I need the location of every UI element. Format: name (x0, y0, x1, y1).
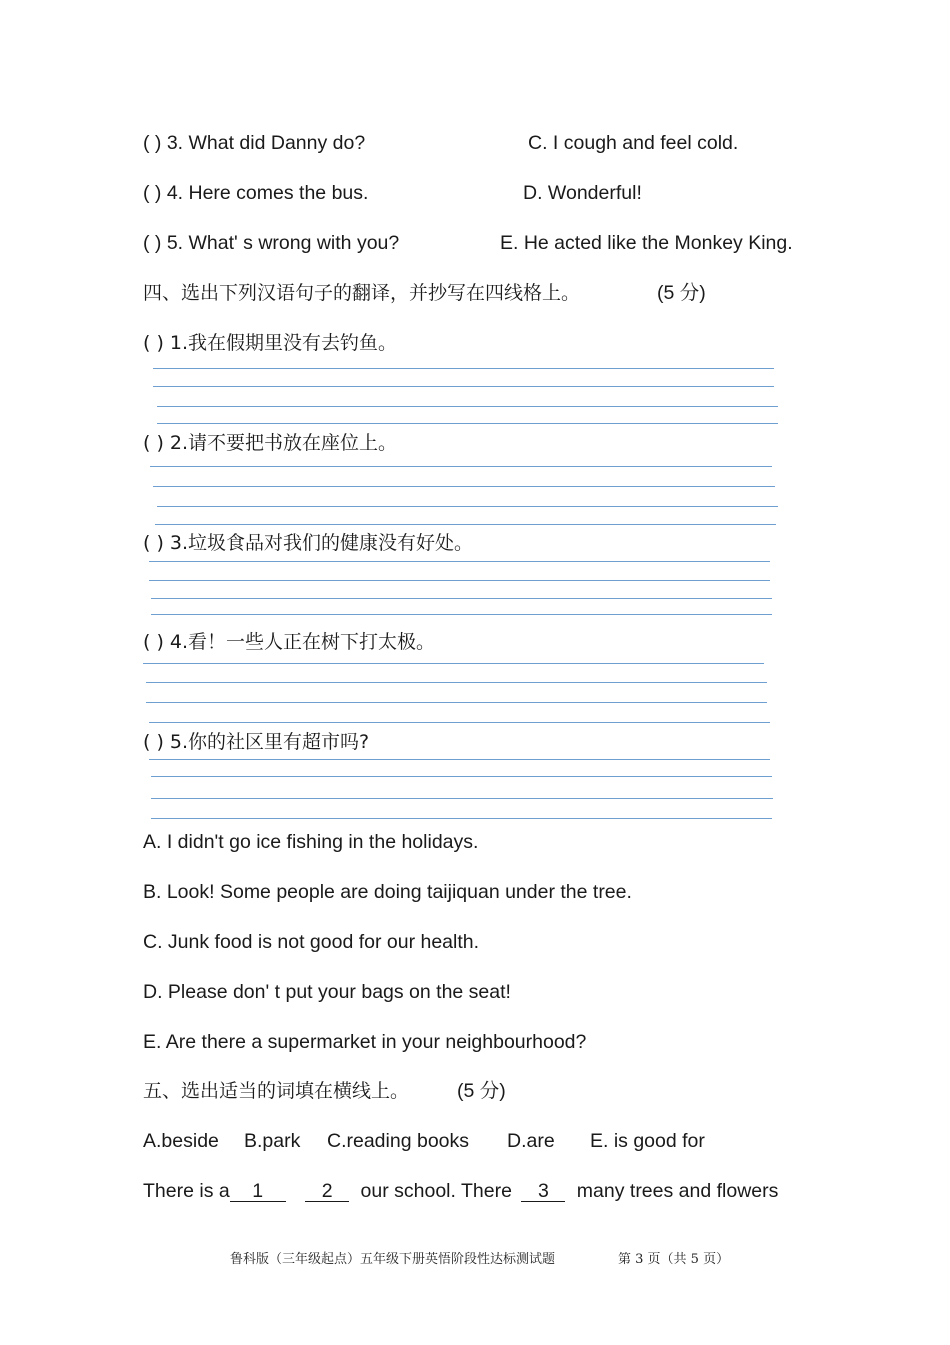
translation-option-e: E. Are there a supermarket in your neighbourhood? (143, 1031, 587, 1053)
cloze-passage (143, 1179, 778, 1203)
passage-text: many trees and flowers (576, 1180, 779, 1202)
match-opt-d: D. Wonderful! (523, 182, 642, 204)
section5-points: (5 分) (457, 1080, 506, 1102)
grid-line (151, 798, 773, 799)
translation-option-a: A. I didn't go ice fishing in the holidays. (143, 831, 479, 853)
grid-line (149, 759, 770, 760)
grid-line (153, 368, 774, 369)
blank-3[interactable]: 3 (521, 1181, 565, 1202)
translation-item-1: ( ) 1.我在假期里没有去钓鱼。 (143, 332, 398, 354)
word-option-d: D.are (507, 1130, 555, 1152)
blank-2[interactable]: 2 (305, 1181, 349, 1202)
grid-line (151, 776, 772, 777)
match-opt-c: C. I cough and feel cold. (528, 132, 739, 154)
word-option-e: E. is good for (590, 1130, 705, 1152)
translation-option-b: B. Look! Some people are doing taijiquan under the tree. (143, 881, 632, 903)
grid-line (151, 598, 772, 599)
grid-line (146, 682, 767, 683)
section4-points: (5 分) (657, 282, 706, 304)
grid-line (153, 486, 775, 487)
grid-line (151, 818, 772, 819)
match-q4: ( ) 4. Here comes the bus. (143, 182, 369, 204)
section5-heading: 五、选出适当的词填在横线上。 (143, 1080, 410, 1102)
blank-1[interactable]: 1 (230, 1181, 286, 1202)
translation-item-3: ( ) 3.垃圾食品对我们的健康没有好处。 (143, 532, 474, 554)
translation-option-d: D. Please don' t put your bags on the seat! (143, 981, 511, 1003)
grid-line (150, 466, 772, 467)
footer-title: 鲁科版（三年级起点）五年级下册英悟阶段性达标测试题 (230, 1252, 556, 1267)
translation-item-5: ( ) 5.你的社区里有超市吗? (143, 731, 370, 753)
grid-line (155, 524, 776, 525)
translation-item-2: ( ) 2.请不要把书放在座位上。 (143, 432, 398, 454)
match-q5: ( ) 5. What' s wrong with you? (143, 232, 400, 254)
passage-text: our school. There (360, 1180, 512, 1202)
grid-line (149, 722, 770, 723)
word-option-c: C.reading books (327, 1130, 470, 1152)
footer-page-number: 第 3 页（共 5 页） (618, 1252, 730, 1267)
match-q3: ( ) 3. What did Danny do? (143, 132, 366, 154)
word-option-b: B.park (244, 1130, 301, 1152)
match-opt-e: E. He acted like the Monkey King. (500, 232, 793, 254)
translation-item-4: ( ) 4.看！一些人正在树下打太极。 (143, 631, 436, 653)
passage-text: There is a (143, 1180, 230, 1202)
grid-line (149, 561, 770, 562)
grid-line (149, 580, 770, 581)
grid-line (143, 663, 764, 664)
word-option-a: A.beside (143, 1130, 219, 1152)
grid-line (146, 702, 767, 703)
grid-line (151, 614, 772, 615)
grid-line (157, 406, 778, 407)
grid-line (157, 423, 778, 424)
grid-line (157, 506, 778, 507)
translation-option-c: C. Junk food is not good for our health. (143, 931, 480, 953)
grid-line (153, 386, 774, 387)
section4-heading: 四、选出下列汉语句子的翻译，并抄写在四线格上。 (143, 282, 581, 304)
